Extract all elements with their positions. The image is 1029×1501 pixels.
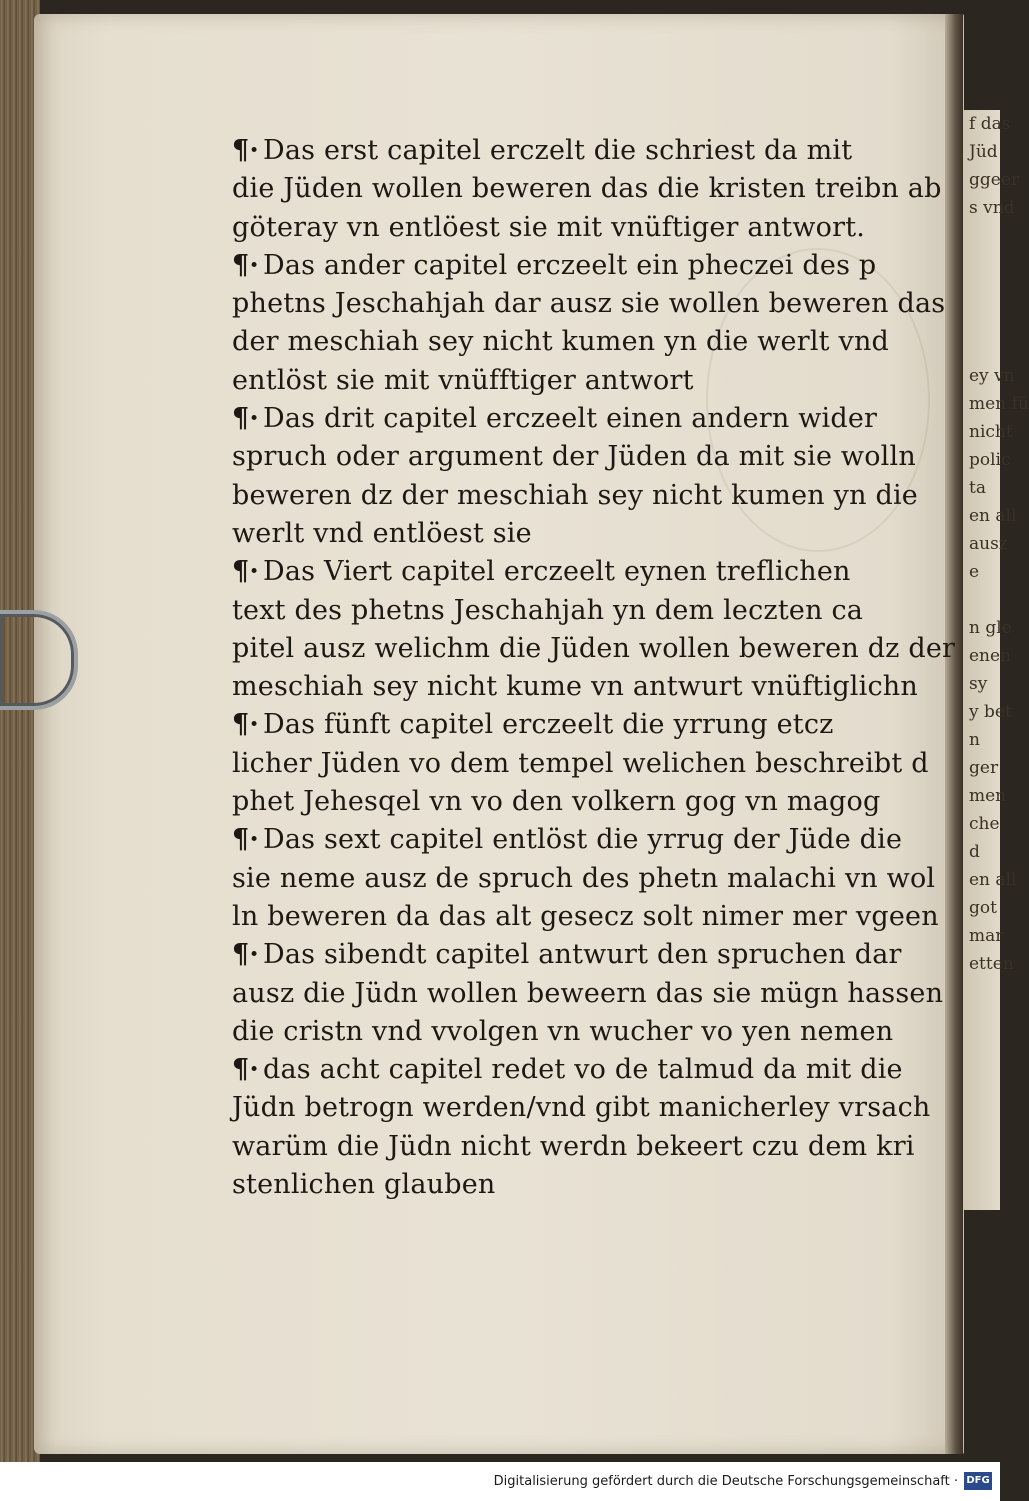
facing-fragment: ger <box>969 758 999 778</box>
text-line <box>232 706 872 744</box>
facing-fragment <box>963 334 1000 362</box>
text-line <box>232 170 942 208</box>
facing-fragment: ggeer <box>969 170 1020 190</box>
text-line <box>232 553 872 591</box>
paragraph-mark: ¶· <box>232 249 259 281</box>
line-text: beweren dz der meschiah sey nicht kumen yn die <box>232 479 918 511</box>
line-text: entlöst sie mit vnüfftiger antwort <box>232 364 694 396</box>
facing-fragment: n gle <box>969 618 1012 638</box>
facing-fragment <box>963 222 1000 250</box>
text-line <box>232 209 872 247</box>
text-line <box>232 860 936 898</box>
facing-fragment: s vnd <box>969 198 1015 218</box>
line-text: göteray vn entlöest sie mit vnüftiger antwort. <box>232 211 866 243</box>
facing-fragment: en all <box>969 506 1017 526</box>
facing-fragment: mar <box>969 926 1004 946</box>
line-text: ausz die Jüdn wollen beweern das sie mügn hassen <box>232 977 944 1009</box>
facing-fragment: e <box>969 562 980 582</box>
facing-fragment <box>963 306 1000 334</box>
line-text: werlt vnd entlöest sie <box>232 517 532 549</box>
line-text: die Jüden wollen beweren das die kristen treibn ab <box>232 173 942 205</box>
text-line <box>232 132 872 170</box>
text-line <box>232 745 929 783</box>
paragraph-mark: ¶· <box>232 824 259 856</box>
line-text: phetns Jeschahjah dar ausz sie wollen beweren das <box>232 288 946 320</box>
text-line <box>232 975 944 1013</box>
text-line <box>232 1128 915 1166</box>
text-line <box>232 592 872 630</box>
text-line <box>232 438 916 476</box>
book-gutter <box>945 14 963 1454</box>
line-text: Das sibendt capitel antwurt den spruchen dar <box>262 939 902 971</box>
text-line <box>232 783 881 821</box>
facing-fragment: etten <box>969 954 1014 974</box>
text-line <box>232 936 902 974</box>
facing-page-edge <box>963 110 1029 1210</box>
facing-fragment: Jüd <box>969 142 998 162</box>
facing-fragment: en all <box>969 870 1017 890</box>
facing-fragment: sy <box>969 674 988 694</box>
text-line <box>232 898 939 936</box>
dfg-logo: DFG <box>964 1472 992 1490</box>
paragraph-mark: ¶· <box>232 403 259 435</box>
line-text: das acht capitel redet vo de talmud da mit die <box>262 1054 903 1086</box>
facing-fragment: got <box>969 898 997 918</box>
facing-fragment: y bet <box>969 702 1012 722</box>
facing-fragment: f das <box>969 114 1011 134</box>
text-line <box>232 1013 894 1051</box>
facing-fragment: enen <box>969 646 1012 666</box>
facing-fragment: polic <box>969 450 1011 470</box>
line-text: die cristn vnd vvolgen vn wucher vo yen nemen <box>232 1015 894 1047</box>
line-text: stenlichen glauben <box>232 1169 496 1201</box>
chapter-list <box>232 132 956 1204</box>
facing-fragment <box>963 278 1000 306</box>
paper-clip <box>0 610 78 710</box>
line-text: text des phetns Jeschahjah yn dem leczten ca <box>232 594 864 626</box>
facing-fragment: ta <box>969 478 986 498</box>
line-text: Das sext capitel entlöst die yrrug der Jüde die <box>262 824 903 856</box>
paragraph-mark: ¶· <box>232 709 259 741</box>
text-line <box>232 1051 903 1089</box>
text-line <box>232 1166 872 1204</box>
text-line <box>232 515 872 553</box>
text-line <box>232 668 918 706</box>
paragraph-mark: ¶· <box>232 135 259 166</box>
facing-fragment: ausz <box>969 534 1008 554</box>
facing-fragment: che <box>969 814 1000 834</box>
line-text: warüm die Jüdn nicht werdn bekeert czu dem kri <box>232 1130 915 1162</box>
line-text: ln beweren da das alt gesecz solt nimer mer vgeen <box>232 900 939 932</box>
text-line <box>232 323 890 361</box>
line-text: Das erst capitel erczelt die schriest da mit <box>262 135 853 166</box>
line-text: Jüdn betrogn werden/vnd gibt manicherley vrsach <box>232 1092 931 1124</box>
text-line <box>232 362 872 400</box>
facing-fragment: men fü <box>969 394 1029 414</box>
line-text: der meschiah sey nicht kumen yn die werlt vnd <box>232 326 890 358</box>
facing-fragment: n <box>969 730 980 750</box>
text-line <box>232 630 956 668</box>
line-text: pitel ausz welichm die Jüden wollen beweren dz der <box>232 632 956 664</box>
dfg-credit: Digitalisierung gefördert durch die Deutsche Forschungsgemeinschaft · <box>493 1474 958 1489</box>
line-text: spruch oder argument der Jüden da mit sie wolln <box>232 441 916 473</box>
viewer-footer <box>0 1462 1000 1501</box>
paragraph-mark: ¶· <box>232 939 259 971</box>
facing-fragment <box>963 250 1000 278</box>
line-text: licher Jüden vo dem tempel welichen beschreibt d <box>232 747 929 779</box>
text-line <box>232 821 903 859</box>
line-text: Das fünft capitel erczeelt die yrrung etcz <box>262 709 834 741</box>
line-text: Das ander capitel erczeelt ein pheczei des p <box>262 249 877 281</box>
text-line <box>232 247 877 285</box>
facing-fragment: ey vn <box>969 366 1015 386</box>
facing-fragment: nicht <box>969 422 1013 442</box>
text-line <box>232 1089 931 1127</box>
line-text: sie neme ausz de spruch des phetn malachi vn wol <box>232 862 936 894</box>
paragraph-mark: ¶· <box>232 1054 259 1086</box>
line-text: meschiah sey nicht kume vn antwurt vnüftiglichn <box>232 671 918 703</box>
facing-fragment <box>963 586 1000 614</box>
text-line <box>232 477 918 515</box>
line-text: Das Viert capitel erczeelt eynen treflichen <box>262 556 851 588</box>
line-text: phet Jehesqel vn vo den volkern gog vn magog <box>232 786 881 818</box>
text-line <box>232 285 946 323</box>
text-line <box>232 400 878 438</box>
facing-fragment: d <box>969 842 980 862</box>
paragraph-mark: ¶· <box>232 556 259 588</box>
line-text: Das drit capitel erczeelt einen andern wider <box>262 403 878 435</box>
facing-fragment: men <box>969 786 1007 806</box>
